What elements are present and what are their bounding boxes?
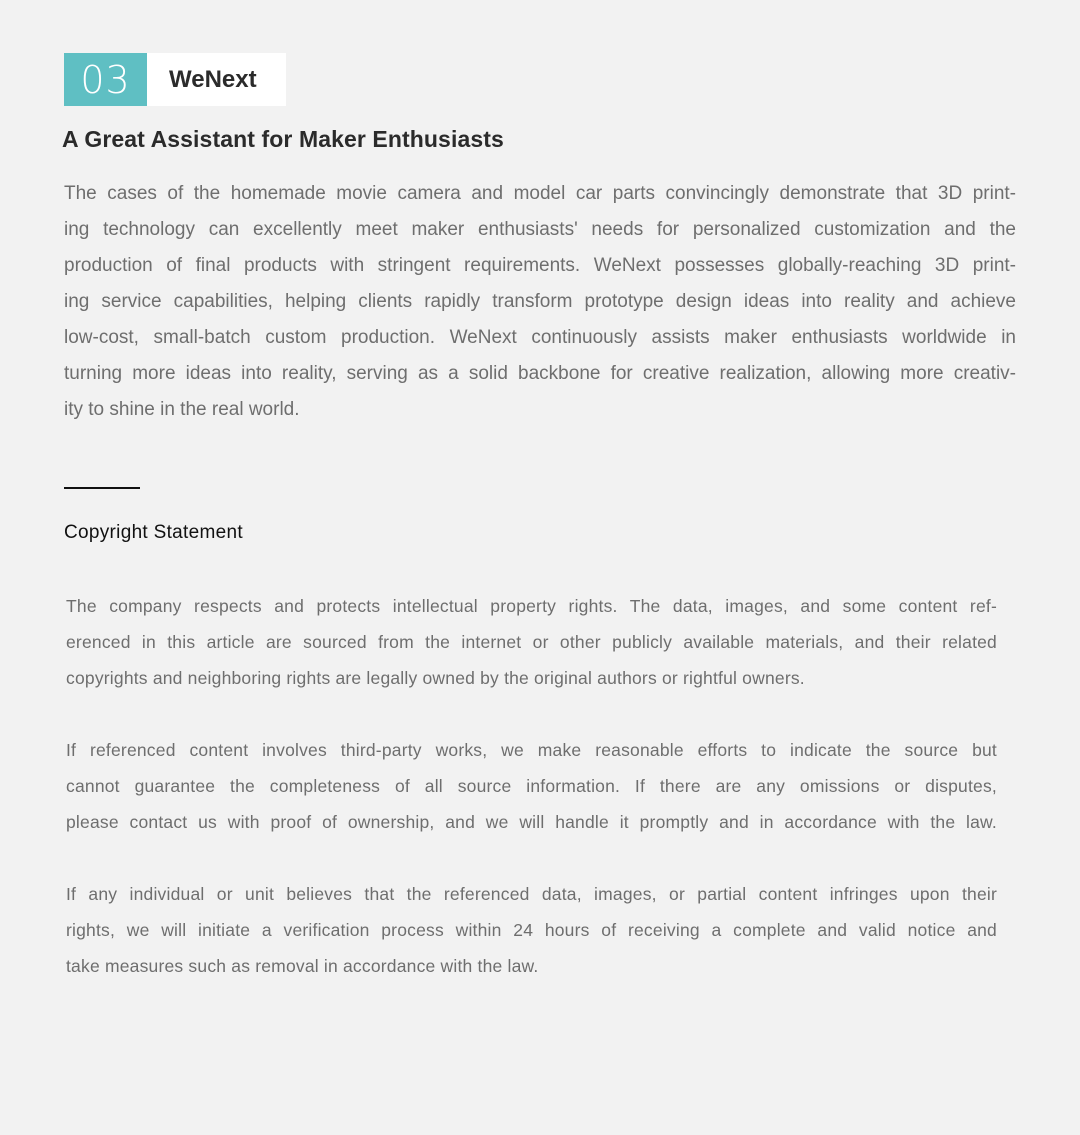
body-line: turning more ideas into reality, serving as a solid backbone for creative realization, allowing more creativ- [64,363,1016,384]
copyright-line: please contact us with proof of ownership, and we will handle it promptly and in accordance with the law. [66,812,997,832]
copyright-paragraph-3 [66,876,997,984]
section-brand-title: WeNext [147,53,286,106]
body-line: production of final products with stringent requirements. WeNext possesses globally-reaching 3D print- [64,255,1016,276]
body-line: ity to shine in the real world. [64,399,300,420]
copyright-line: erenced in this article are sourced from the internet or other publicly available materials, and their related [66,632,997,652]
copyright-line: If referenced content involves third-party works, we make reasonable efforts to indicate the source but [66,740,997,760]
copyright-line: take measures such as removal in accordance with the law. [66,956,539,976]
section-divider [64,487,140,489]
copyright-paragraph-1 [66,588,997,696]
body-line: low-cost, small-batch custom production. WeNext continuously assists maker enthusiasts worldwide in [64,327,1016,348]
body-line: ing service capabilities, helping clients rapidly transform prototype design ideas into reality and achieve [64,291,1016,312]
copyright-paragraph-2 [66,732,997,840]
body-line: The cases of the homemade movie camera and model car parts convincingly demonstrate that 3D print- [64,183,1016,204]
section-subtitle: A Great Assistant for Maker Enthusiasts [62,126,504,152]
section-body-paragraph [64,176,1016,428]
copyright-line: cannot guarantee the completeness of all source information. If there are any omissions or disputes, [66,776,997,796]
copyright-line: If any individual or unit believes that the referenced data, images, or partial content infringes upon their [66,884,997,904]
copyright-line: The company respects and protects intellectual property rights. The data, images, and some content ref- [66,596,997,616]
copyright-line: rights, we will initiate a verification process within 24 hours of receiving a complete and valid notice and [66,920,997,940]
copyright-line: copyrights and neighboring rights are legally owned by the original authors or rightful owners. [66,668,805,688]
section-number-badge: 03 [64,53,147,106]
copyright-title: Copyright Statement [64,522,243,543]
body-line: ing technology can excellently meet maker enthusiasts' needs for personalized customization and the [64,219,1016,240]
section-header [64,53,286,106]
